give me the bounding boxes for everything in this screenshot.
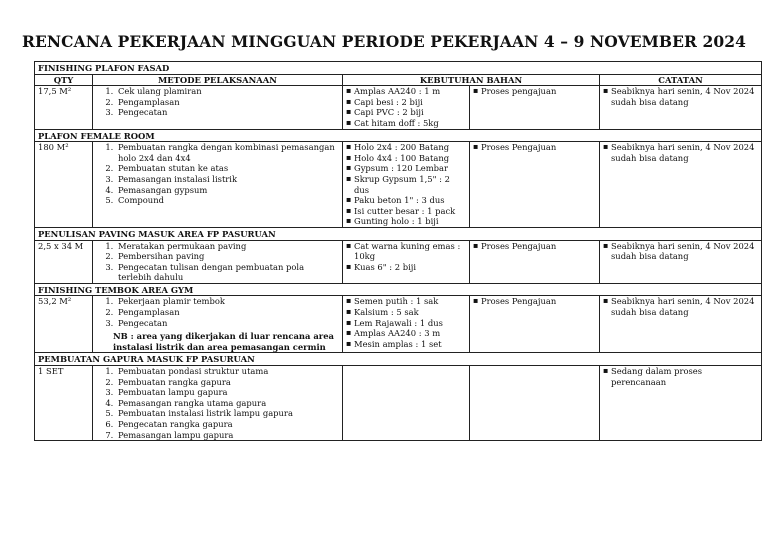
metode-item-list [96, 86, 339, 118]
status-item-list [473, 142, 596, 153]
status-item: ▪ Proses Pengajuan [473, 142, 596, 153]
bahan-item: ▪ Skrup Gypsum 1,5" : 2 dus [346, 174, 466, 195]
metode-cell [93, 366, 343, 441]
metode-cell [93, 142, 343, 228]
bahan-cell [343, 142, 470, 228]
catatan-cell [600, 366, 762, 441]
bahan-item-list [346, 296, 466, 349]
section-title-row [35, 227, 762, 240]
metode-item: 1. Pembuatan rangka dengan kombinasi pemasangan holo 2x4 dan 4x4 [116, 142, 339, 163]
bahan-item: ▪ Gypsum : 120 Lembar [346, 163, 466, 174]
catatan-item: ▪ Seabiknya hari senin, 4 Nov 2024 sudah bisa datang [603, 86, 758, 107]
catatan-item-list [603, 296, 758, 317]
bahan-item: ▪ Kuas 6" : 2 biji [346, 262, 466, 273]
catatan-item-list [603, 86, 758, 107]
metode-item: 4. Pemasangan rangka utama gapura [116, 398, 339, 409]
metode-item-list [96, 296, 339, 328]
section-content-row [35, 296, 762, 353]
metode-item-list [96, 366, 339, 440]
catatan-item: ▪ Seabiknya hari senin, 4 Nov 2024 sudah bisa datang [603, 296, 758, 317]
bahan-item: ▪ Amplas AA240 : 1 m [346, 86, 466, 97]
section-title: PENULISAN PAVING MASUK AREA FP PASURUAN [35, 227, 762, 240]
status-item: ▪ Proses pengajuan [473, 86, 596, 97]
metode-item: 6. Pengecatan rangka gapura [116, 419, 339, 430]
metode-item-list [96, 142, 339, 206]
metode-item: 3. Pemasangan instalasi listrik [116, 174, 339, 185]
work-plan-table [34, 61, 762, 441]
bahan-item: ▪ Amplas AA240 : 3 m [346, 328, 466, 339]
bahan-cell [343, 366, 470, 441]
metode-item: 3. Pengecatan [116, 318, 339, 329]
bahan-item-list [346, 241, 466, 273]
bahan-cell [343, 240, 470, 283]
catatan-item: ▪ Seabiknya hari senin, 4 Nov 2024 sudah bisa datang [603, 142, 758, 163]
metode-item: 4. Pemasangan gypsum [116, 185, 339, 196]
bahan-item: ▪ Cat hitam doff : 5kg [346, 118, 466, 129]
catatan-item-list [603, 366, 758, 387]
header-metode: METODE PELAKSANAAN [93, 74, 343, 86]
bahan-cell [343, 86, 470, 129]
bahan-item: ▪ Lem Rajawali : 1 dus [346, 318, 466, 329]
bahan-item: ▪ Kalsium : 5 sak [346, 307, 466, 318]
bahan-item-list [346, 86, 466, 128]
bahan-cell [343, 296, 470, 353]
status-item-list [473, 296, 596, 307]
metode-item: 2. Pembuatan stutan ke atas [116, 163, 339, 174]
status-cell [470, 296, 600, 353]
section-title: PEMBUATAN GAPURA MASUK FP PASURUAN [35, 353, 762, 366]
qty-cell: 53,2 M² [35, 296, 93, 353]
metode-item: 2. Pembersihan paving [116, 251, 339, 262]
section-title: FINISHING PLAFON FASAD [35, 62, 762, 75]
bahan-item: ▪ Cat warna kuning emas : 10kg [346, 241, 466, 262]
section-title: PLAFON FEMALE ROOM [35, 129, 762, 142]
catatan-item: ▪ Sedang dalam proses perencanaan [603, 366, 758, 387]
catatan-cell [600, 296, 762, 353]
catatan-item: ▪ Seabiknya hari senin, 4 Nov 2024 sudah bisa datang [603, 241, 758, 262]
status-cell [470, 240, 600, 283]
catatan-item-list [603, 241, 758, 262]
status-cell [470, 366, 600, 441]
status-item-list [473, 86, 596, 97]
bahan-item: ▪ Holo 2x4 : 200 Batang [346, 142, 466, 153]
status-item-list [473, 241, 596, 252]
catatan-cell [600, 142, 762, 228]
section-title-row [35, 129, 762, 142]
status-item: ▪ Proses Pengajuan [473, 296, 596, 307]
metode-item: 1. Meratakan permukaan paving [116, 241, 339, 252]
metode-item: 2. Pengamplasan [116, 307, 339, 318]
metode-item: 1. Pembuatan pondasi struktur utama [116, 366, 339, 377]
bahan-item: ▪ Capi besi : 2 biji [346, 97, 466, 108]
qty-cell: 17,5 M² [35, 86, 93, 129]
catatan-cell [600, 86, 762, 129]
section-content-row [35, 366, 762, 441]
metode-item: 3. Pengecatan tulisan dengan pembuatan pola terlebih dahulu [116, 262, 339, 283]
status-cell [470, 142, 600, 228]
status-cell [470, 86, 600, 129]
bahan-item: ▪ Holo 4x4 : 100 Batang [346, 153, 466, 164]
header-kebutuhan: KEBUTUHAN BAHAN [343, 74, 600, 86]
section-title-row [35, 353, 762, 366]
metode-item: 5. Pembuatan instalasi listrik lampu gapura [116, 408, 339, 419]
bahan-item-list [346, 142, 466, 227]
metode-item: 2. Pengamplasan [116, 97, 339, 108]
qty-cell: 1 SET [35, 366, 93, 441]
bahan-item: ▪ Paku beton 1" : 3 dus [346, 195, 466, 206]
metode-item: 7. Pemasangan lampu gapura [116, 430, 339, 441]
bahan-item: ▪ Semen putih : 1 sak [346, 296, 466, 307]
status-item: ▪ Proses Pengajuan [473, 241, 596, 252]
catatan-cell [600, 240, 762, 283]
section-content-row [35, 86, 762, 129]
metode-item: 3. Pembuatan lampu gapura [116, 387, 339, 398]
document-title: RENCANA PEKERJAAN MINGGUAN PERIODE PEKERJAAN 4 – 9 NOVEMBER 2024 [21, 32, 747, 51]
metode-item: 3. Pengecatan [116, 107, 339, 118]
section-title: FINISHING TEMBOK AREA GYM [35, 283, 762, 296]
section-title-row [35, 62, 762, 75]
metode-item: 5. Compound [116, 195, 339, 206]
qty-cell: 2,5 x 34 M [35, 240, 93, 283]
work-plan-body [35, 62, 762, 441]
header-qty: QTY [35, 74, 93, 86]
metode-item-list [96, 241, 339, 283]
bahan-item: ▪ Gunting holo : 1 biji [346, 216, 466, 227]
nb-note: NB : area yang dikerjakan di luar rencana area instalasi listrik dan area pemasangan cermin [113, 331, 334, 352]
section-content-row [35, 142, 762, 228]
metode-item: 1. Pekerjaan plamir tembok [116, 296, 339, 307]
metode-cell [93, 296, 343, 353]
section-content-row [35, 240, 762, 283]
bahan-item: ▪ Isi cutter besar : 1 pack [346, 206, 466, 217]
catatan-item-list [603, 142, 758, 163]
header-catatan: CATATAN [600, 74, 762, 86]
qty-cell: 180 M² [35, 142, 93, 228]
bahan-item: ▪ Capi PVC : 2 biji [346, 107, 466, 118]
metode-cell [93, 240, 343, 283]
bahan-item: ▪ Mesin amplas : 1 set [346, 339, 466, 350]
header-row [35, 74, 762, 86]
metode-item: 2. Pembuatan rangka gapura [116, 377, 339, 388]
metode-cell [93, 86, 343, 129]
section-title-row [35, 283, 762, 296]
metode-item: 1. Cek ulang plamiran [116, 86, 339, 97]
